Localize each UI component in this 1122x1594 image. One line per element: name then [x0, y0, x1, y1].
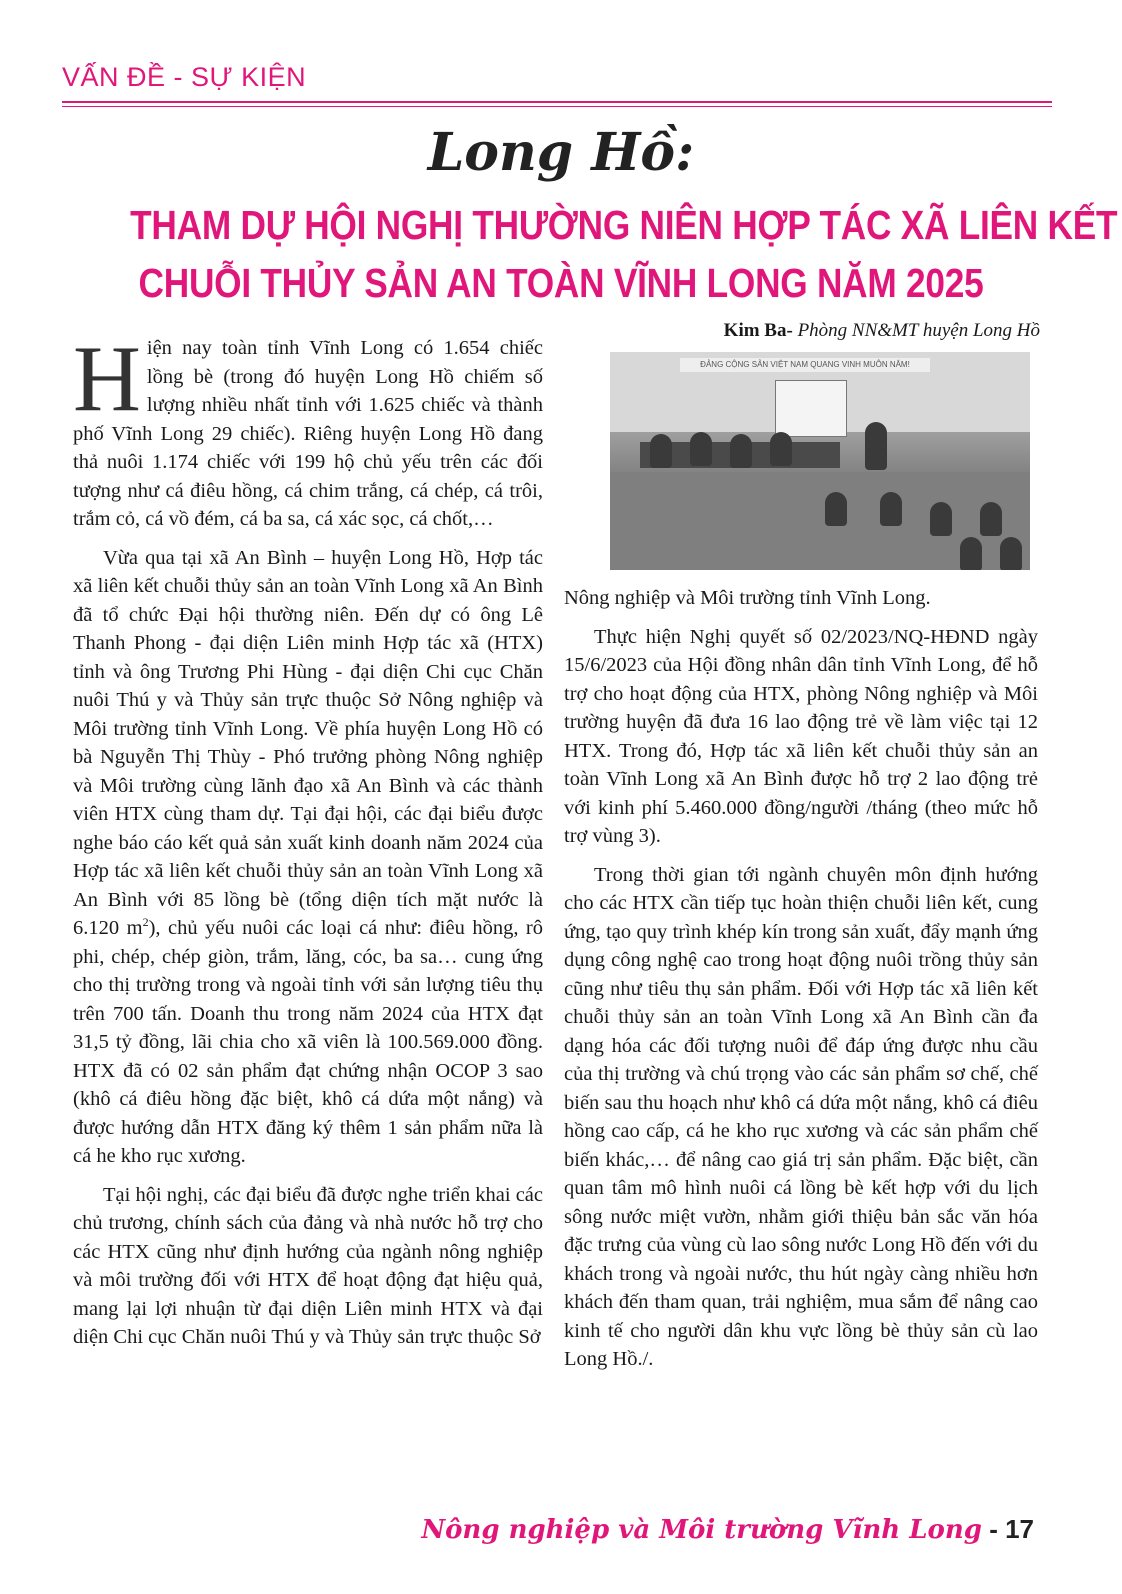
drop-cap: H: [73, 327, 141, 431]
headline-line-1: THAM DỰ HỘI NGHỊ THƯỜNG NIÊN HỢP TÁC XÃ LIÊN KẾT: [130, 202, 1118, 248]
paragraph-3-continued: Nông nghiệp và Môi trường tỉnh Vĩnh Long.: [564, 587, 931, 609]
page-footer: Nông nghiệp và Môi trường Vĩnh Long - 17: [421, 1514, 1034, 1545]
section-label: VẤN ĐỀ - SỰ KIỆN: [62, 62, 307, 92]
header-rule: [62, 101, 1052, 103]
byline: [724, 320, 1040, 342]
column-left: [73, 327, 543, 1362]
header-rule-thin: [62, 106, 1052, 107]
page-number: 17: [1005, 1514, 1034, 1544]
paragraph-2: Vừa qua tại xã An Bình – huyện Long Hồ, Hợp tác xã liên kết chuỗi thủy sản an toàn Vĩnh Long xã An Bình đã tổ chức Đại hội thường niên. Đến dự có ông Lê Thanh Phong - đại diện Liên minh Hợp tác xã (HTX) tỉnh và ông Trương Phi Hùng - đại diện Chi cục Chăn nuôi Thú y và Thủy sản trực thuộc Sở Nông nghiệp và Môi trường tỉnh Vĩnh Long. Về phía huyện Long Hồ có bà Nguyễn Thị Thùy - Phó trưởng phòng Nông nghiệp và Môi trường cùng lãnh đạo xã An Bình và các thành viên HTX cùng tham dự. Tại đại hội, các đại biểu được nghe báo cáo kết quả sản xuất kinh doanh năm 2024 của Hợp tác xã liên kết chuỗi thủy sản an toàn Vĩnh Long xã An Bình với 85 lồng bè (tổng diện tích mặt nước là 6.120 $m^2$), chủ yếu nuôi các loại cá như: điêu hồng, rô phi, chép, chép giòn, trắm, lăng, cóc, ba sa… cung ứng cho thị trường trong và ngoài tỉnh với sản lượng tiêu thụ trên 700 tấn. Doanh thu trong năm 2024 của HTX đạt 31,5 tỷ đồng, lãi chia cho xã viên là 100.569.000 đồng. HTX đã có 02 sản phẩm đạt chứng nhận OCOP 3 sao (khô cá điêu hồng đặc biệt, khô cá dứa một nắng) và được hướng dẫn HTX đăng ký thêm 1 sản phẩm nữa là cá he kho rục xương.: [73, 546, 543, 1167]
paragraph-5: Trong thời gian tới ngành chuyên môn định hướng cho các HTX cần tiếp tục hoàn thiện chuỗi liên kết, cung ứng, tạo quy trình khép kín trong sản xuất, đẩy mạnh ứng dụng công nghệ cao trong hoạt động nuôi trồng thủy sản cũng như tiêu thụ sản phẩm. Đối với Hợp tác xã liên kết chuỗi thủy sản an toàn Vĩnh Long xã An Bình cần đa dạng hóa các đối tượng nuôi để đáp ứng được nhu cầu của thị trường và chú trọng vào các sản phẩm sơ chế, chế biến sau thu hoạch như khô cá dứa một nắng, khô cá điêu hồng cao cấp, cá he kho rục xương và các sản phẩm chế biến khác,… để nâng cao giá trị sản phẩm. Đặc biệt, cần quan tâm mô hình nuôi cá lồng bè kết hợp với du lịch sông nước miệt vườn, nhằm giới thiệu bản sắc văn hóa đặc trưng của vùng cù lao sông nước Long Hồ đến với du khách trong và ngoài nước, thu hút ngày càng nhiều hơn khách đến tham quan, trải nghiệm, mua sắm để nâng cao kinh tế cho người dân khu vực lồng bè thủy sản cù lao Long Hồ./.: [564, 863, 1038, 1370]
paragraph-4: Thực hiện Nghị quyết số 02/2023/NQ-HĐND ngày 15/6/2023 của Hội đồng nhân dân tỉnh Vĩnh Long, để hỗ trợ cho hoạt động của HTX, phòng Nông nghiệp và Môi trường huyện đã đưa 16 lao động trẻ về làm việc tại 12 HTX. Trong đó, Hợp tác xã liên kết chuỗi thủy sản an toàn Vĩnh Long xã An Bình được hỗ trợ 2 lao động trẻ với kinh phí 5.460.000 đồng/người /tháng (theo mức hỗ trợ vùng 3).: [564, 625, 1038, 847]
photo-screen: [775, 380, 847, 437]
column-right: [564, 584, 1038, 1384]
headline-line-2: CHUỖI THỦY SẢN AN TOÀN VĨNH LONG NĂM 2025: [138, 260, 984, 306]
article-headline: [130, 196, 1118, 312]
photo-banner: ĐẢNG CỘNG SẢN VIỆT NAM QUANG VINH MUÔN NĂM!: [680, 358, 930, 372]
paragraph-3: Tại hội nghị, các đại biểu đã được nghe triển khai các chủ trương, chính sách của đảng và nhà nước hỗ trợ cho các HTX cũng như định hướng của ngành nông nghiệp và môi trường đối với HTX để hoạt động đạt hiệu quả, mang lại lợi nhuận từ đại diện Liên minh HTX và đại diện Chi cục Chăn nuôi Thú y và Thủy sản trực thuộc Sở: [73, 1183, 543, 1348]
article-kicker: Long Hồ:: [427, 122, 695, 183]
paragraph-1: Hiện nay toàn tỉnh Vĩnh Long có 1.654 chiếc lồng bè (trong đó huyện Long Hồ chiếm số lượng nhiều nhất tỉnh với 1.625 chiếc và thành phố Vĩnh Long 29 chiếc). Riêng huyện Long Hồ đang thả nuôi 1.174 chiếc với 199 hộ chủ yếu trên các đối tượng như cá điêu hồng, cá chim trắng, cá chép, cá trôi, trắm cỏ, cá vồ đém, cá ba sa, cá xác sọc, cá chốt,…: [73, 327, 543, 530]
article-photo: [610, 352, 1030, 570]
byline-affiliation: Phòng NN&MT huyện Long Hồ: [792, 320, 1040, 341]
footer-publication: Nông nghiệp và Môi trường Vĩnh Long: [421, 1515, 982, 1545]
byline-author: Kim Ba-: [723, 320, 793, 341]
